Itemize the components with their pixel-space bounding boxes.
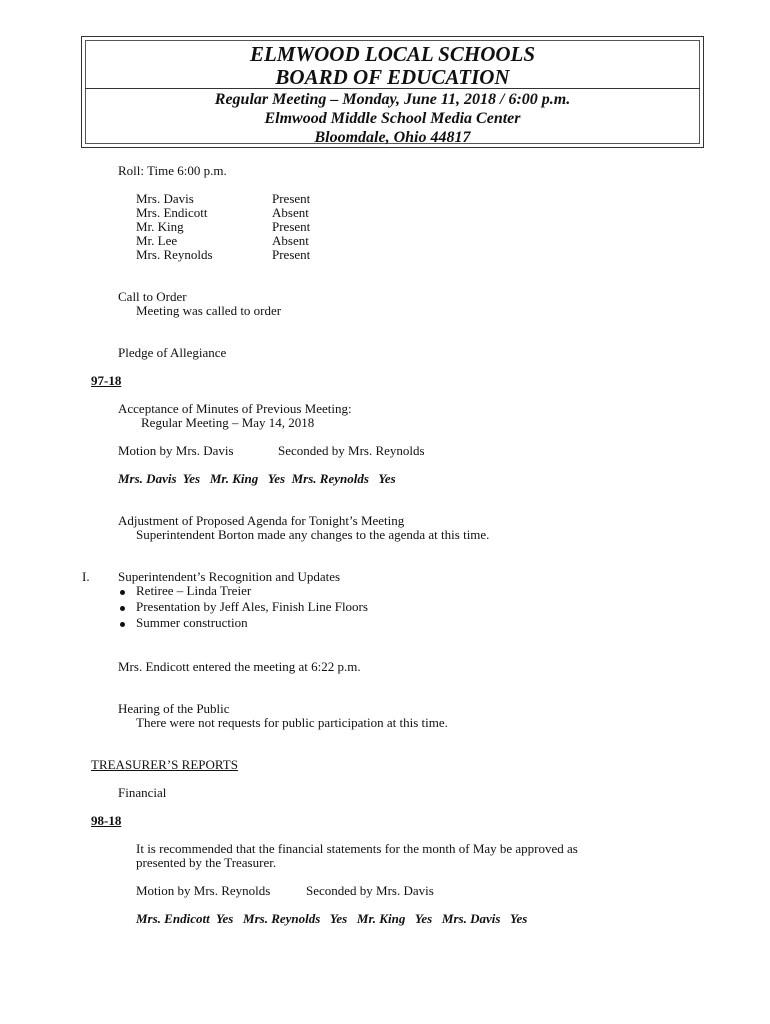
minutes-title: Acceptance of Minutes of Previous Meeting: (118, 401, 352, 416)
bullet-icon (120, 622, 125, 627)
call-to-order-text: Meeting was called to order (136, 303, 282, 318)
roll-member-status: Present (272, 191, 311, 206)
roll-member-status: Present (272, 247, 311, 262)
financial-subtitle: Financial (118, 785, 167, 800)
board-name: BOARD OF EDUCATION (275, 65, 510, 89)
second-98: Seconded by Mrs. Davis (306, 883, 434, 898)
roll-member-name: Mr. King (136, 219, 184, 234)
agenda-title: Adjustment of Proposed Agenda for Tonight’s Meeting (118, 513, 405, 528)
list-item: Summer construction (136, 615, 248, 630)
hearing-text: There were not requests for public participation at this time. (136, 715, 448, 730)
vote-98: Mrs. Endicott Yes Mrs. Reynolds Yes Mr. King Yes Mrs. Davis Yes (136, 911, 528, 926)
second-97: Seconded by Mrs. Reynolds (278, 443, 425, 458)
roll-member-name: Mrs. Endicott (136, 205, 208, 220)
minutes-subtitle: Regular Meeting – May 14, 2018 (141, 415, 315, 430)
roll-member-status: Absent (272, 205, 309, 220)
district-name: ELMWOOD LOCAL SCHOOLS (249, 42, 536, 66)
endicott-note: Mrs. Endicott entered the meeting at 6:22 p.m. (118, 659, 361, 674)
roll-member-status: Absent (272, 233, 309, 248)
financial-text-line1: It is recommended that the financial statements for the month of May be approved as (136, 841, 578, 856)
section-numeral: I. (82, 569, 90, 584)
roll-member-name: Mr. Lee (136, 233, 178, 248)
roll-label: Roll: Time 6:00 p.m. (118, 163, 227, 178)
pledge-title: Pledge of Allegiance (118, 345, 227, 360)
agenda-text: Superintendent Borton made any changes to the agenda at this time. (136, 527, 490, 542)
treasurer-title: TREASURER’S REPORTS (91, 757, 238, 772)
meeting-line: Regular Meeting – Monday, June 11, 2018 / 6:00 p.m. (214, 91, 571, 108)
resolution-number-98: 98-18 (91, 813, 122, 828)
header-box (81, 36, 704, 148)
roll-member-name: Mrs. Davis (136, 191, 194, 206)
motion-98: Motion by Mrs. Reynolds (136, 883, 271, 898)
list-item: Retiree – Linda Treier (136, 583, 252, 598)
bullet-icon (120, 590, 125, 595)
list-item: Presentation by Jeff Ales, Finish Line Floors (136, 599, 368, 614)
hearing-title: Hearing of the Public (118, 701, 230, 716)
bullet-icon (120, 606, 125, 611)
roll-member-name: Mrs. Reynolds (136, 247, 213, 262)
location-line: Elmwood Middle School Media Center (264, 110, 521, 127)
roll-member-status: Present (272, 219, 311, 234)
city-line: Bloomdale, Ohio 44817 (314, 129, 471, 146)
superintendent-title: Superintendent’s Recognition and Updates (118, 569, 341, 584)
financial-text-line2: presented by the Treasurer. (136, 855, 277, 870)
call-to-order-title: Call to Order (118, 289, 187, 304)
motion-97: Motion by Mrs. Davis (118, 443, 234, 458)
vote-97: Mrs. Davis Yes Mr. King Yes Mrs. Reynolds Yes (118, 471, 396, 486)
resolution-number-97: 97-18 (91, 373, 122, 388)
